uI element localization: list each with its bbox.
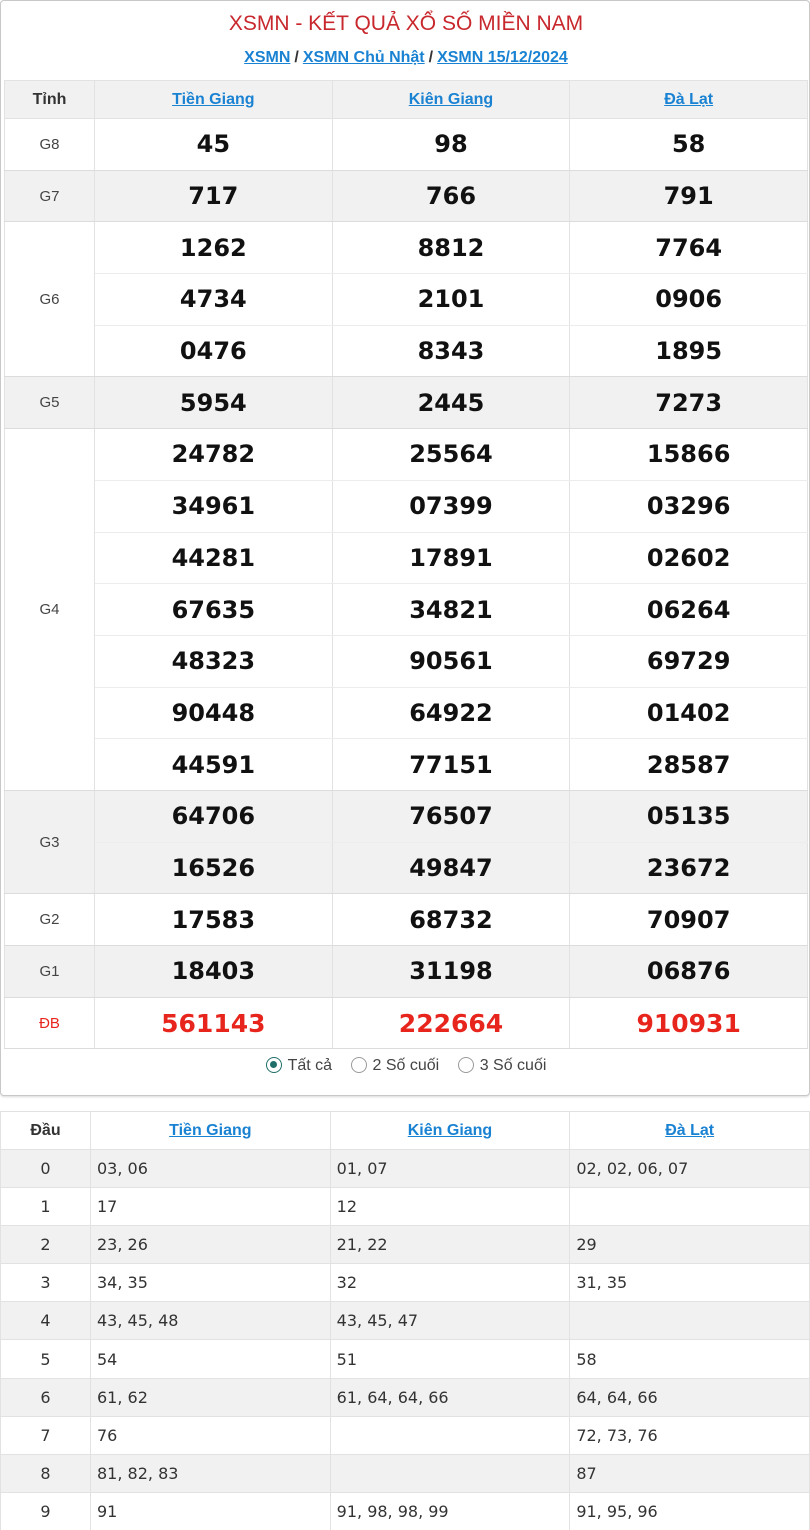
prize-label-g3: G3: [5, 790, 95, 893]
prize-number: 16526: [95, 842, 333, 894]
prize-label-g2: G2: [5, 894, 95, 946]
tail-values: 03, 06: [91, 1150, 331, 1188]
head-digit-header-label: Đầu: [1, 1112, 91, 1150]
head-digit: 7: [1, 1416, 91, 1454]
head-digit: 5: [1, 1340, 91, 1378]
prize-number: 34821: [332, 584, 570, 636]
province-link-kien-giang[interactable]: Kiên Giang: [407, 1121, 493, 1139]
head-digit-row: [1, 1340, 810, 1378]
tail-values: 61, 62: [91, 1378, 331, 1416]
results-header-row: [5, 81, 808, 119]
tail-values: 43, 45, 47: [330, 1302, 570, 1340]
prize-number: 5954: [95, 377, 333, 429]
results-table: [4, 80, 808, 1049]
province-link-da-lat[interactable]: Đà Lạt: [665, 1121, 715, 1139]
head-digit-row: [1, 1454, 810, 1492]
tail-values: 31, 35: [570, 1264, 810, 1302]
tail-values: 76: [91, 1416, 331, 1454]
prize-number: 48323: [95, 635, 333, 687]
prize-label-g4: G4: [5, 429, 95, 791]
head-digit-row: [1, 1416, 810, 1454]
prize-row-g3: [5, 842, 808, 894]
prize-number: 8812: [332, 222, 570, 274]
prize-row-g5: [5, 377, 808, 429]
tail-values: 58: [570, 1340, 810, 1378]
head-digit: 6: [1, 1378, 91, 1416]
prize-number: 67635: [95, 584, 333, 636]
head-digit-row: [1, 1150, 810, 1188]
prize-row-g4: [5, 687, 808, 739]
prize-number: 25564: [332, 429, 570, 481]
tail-values: 02, 02, 06, 07: [570, 1150, 810, 1188]
prize-number: 68732: [332, 894, 570, 946]
prize-row-g4: [5, 739, 808, 791]
tail-values: 43, 45, 48: [91, 1302, 331, 1340]
tail-values: [330, 1454, 570, 1492]
digit-filter-group: [1, 1057, 810, 1075]
breadcrumb-separator: /: [428, 49, 434, 66]
tail-values: 91, 95, 96: [570, 1492, 810, 1530]
prize-row-g2: [5, 894, 808, 946]
tail-values: 91: [91, 1492, 331, 1530]
tail-values: 34, 35: [91, 1264, 331, 1302]
head-digit-row: [1, 1302, 810, 1340]
prize-number: 01402: [570, 687, 808, 739]
tail-values: 29: [570, 1226, 810, 1264]
prize-number: 0906: [570, 274, 808, 326]
prize-number: 2101: [332, 274, 570, 326]
prize-label-g1: G1: [5, 946, 95, 998]
head-digit: 2: [1, 1226, 91, 1264]
prize-number: 18403: [95, 946, 333, 998]
prize-label-g5: G5: [5, 377, 95, 429]
prize-row-g3: [5, 790, 808, 842]
head-digit-row: [1, 1188, 810, 1226]
province-link-tien-giang[interactable]: Tiền Giang: [169, 1121, 252, 1139]
head-digit-header-row: [1, 1112, 810, 1150]
province-header-label: Tỉnh: [5, 81, 95, 119]
prize-number: 17891: [332, 532, 570, 584]
prize-number: 90561: [332, 635, 570, 687]
head-digit-row: [1, 1492, 810, 1530]
breadcrumb-link-xsmn-chu-nhat[interactable]: XSMN Chủ Nhật: [302, 49, 425, 66]
prize-number: 70907: [570, 894, 808, 946]
special-prize-number: 222664: [332, 997, 570, 1049]
radio-selected-icon[interactable]: [266, 1057, 282, 1073]
special-prize-number: 561143: [95, 997, 333, 1049]
tail-values: 51: [330, 1340, 570, 1378]
prize-row-g4: [5, 635, 808, 687]
prize-number: 8343: [332, 325, 570, 377]
head-digit: 0: [1, 1150, 91, 1188]
prize-row-g4: [5, 480, 808, 532]
head-digit-header-tien-giang: [91, 1112, 331, 1150]
head-digit-row: [1, 1226, 810, 1264]
tail-values: 61, 64, 64, 66: [330, 1378, 570, 1416]
prize-number: 28587: [570, 739, 808, 791]
head-digit-header-kien-giang: [330, 1112, 570, 1150]
prize-number: 717: [95, 170, 333, 222]
tail-values: [570, 1188, 810, 1226]
filter-option-last-3[interactable]: [458, 1057, 547, 1075]
head-digit-header-da-lat: [570, 1112, 810, 1150]
filter-option-label: Tất cả: [287, 1057, 333, 1074]
tail-values: 17: [91, 1188, 331, 1226]
prize-label-g6: G6: [5, 222, 95, 377]
province-header-kien-giang: [332, 81, 570, 119]
breadcrumb: [1, 49, 810, 67]
prize-row-g4: [5, 532, 808, 584]
tail-values: 21, 22: [330, 1226, 570, 1264]
prize-number: 7273: [570, 377, 808, 429]
prize-row-g4: [5, 584, 808, 636]
prize-label-g7: G7: [5, 170, 95, 222]
prize-number: 31198: [332, 946, 570, 998]
page-title: XSMN - KẾT QUẢ XỔ SỐ MIỀN NAM: [228, 12, 584, 35]
prize-number: 64922: [332, 687, 570, 739]
tail-values: 32: [330, 1264, 570, 1302]
head-digit-row: [1, 1378, 810, 1416]
prize-number: 44591: [95, 739, 333, 791]
head-digit: 4: [1, 1302, 91, 1340]
prize-label-special: ĐB: [5, 997, 95, 1049]
radio-icon[interactable]: [458, 1057, 474, 1073]
prize-number: 44281: [95, 532, 333, 584]
head-digit: 9: [1, 1492, 91, 1530]
prize-number: 06876: [570, 946, 808, 998]
prize-row-g6: [5, 222, 808, 274]
tail-values: [570, 1302, 810, 1340]
breadcrumb-link-xsmn[interactable]: XSMN: [244, 49, 291, 66]
tail-values: 72, 73, 76: [570, 1416, 810, 1454]
prize-number: 77151: [332, 739, 570, 791]
prize-number: 98: [332, 119, 570, 171]
tail-values: 87: [570, 1454, 810, 1492]
prize-number: 34961: [95, 480, 333, 532]
prize-row-special: [5, 997, 808, 1049]
tail-values: [330, 1416, 570, 1454]
prize-number: 07399: [332, 480, 570, 532]
prize-number: 2445: [332, 377, 570, 429]
prize-number: 23672: [570, 842, 808, 894]
prize-number: 03296: [570, 480, 808, 532]
province-link-kien-giang[interactable]: Kiên Giang: [408, 90, 494, 108]
tail-values: 23, 26: [91, 1226, 331, 1264]
prize-number: 4734: [95, 274, 333, 326]
tail-values: 01, 07: [330, 1150, 570, 1188]
prize-number: 15866: [570, 429, 808, 481]
breadcrumb-link-xsmn-date[interactable]: XSMN 15/12/2024: [437, 49, 568, 66]
province-link-da-lat[interactable]: Đà Lạt: [664, 90, 714, 108]
filter-option-all[interactable]: [266, 1057, 332, 1075]
prize-row-g4: [5, 429, 808, 481]
filter-option-label: 3 Số cuối: [479, 1057, 547, 1074]
prize-number: 791: [570, 170, 808, 222]
prize-number: 17583: [95, 894, 333, 946]
tail-values: 54: [91, 1340, 331, 1378]
special-prize-number: 910931: [570, 997, 808, 1049]
tail-values: 91, 98, 98, 99: [330, 1492, 570, 1530]
prize-number: 49847: [332, 842, 570, 894]
filter-option-last-2[interactable]: [351, 1057, 440, 1075]
prize-row-g1: [5, 946, 808, 998]
tail-values: 12: [330, 1188, 570, 1226]
prize-number: 58: [570, 119, 808, 171]
prize-number: 76507: [332, 790, 570, 842]
prize-row-g6: [5, 325, 808, 377]
prize-number: 02602: [570, 532, 808, 584]
prize-number: 64706: [95, 790, 333, 842]
prize-row-g7: [5, 170, 808, 222]
head-digit: 3: [1, 1264, 91, 1302]
head-digit-row: [1, 1264, 810, 1302]
province-header-da-lat: [570, 81, 808, 119]
tail-values: 81, 82, 83: [91, 1454, 331, 1492]
prize-row-g8: [5, 119, 808, 171]
prize-number: 24782: [95, 429, 333, 481]
prize-number: 1895: [570, 325, 808, 377]
prize-number: 45: [95, 119, 333, 171]
prize-number: 05135: [570, 790, 808, 842]
prize-label-g8: G8: [5, 119, 95, 171]
prize-number: 90448: [95, 687, 333, 739]
breadcrumb-separator: /: [294, 49, 299, 66]
head-digit-table: [0, 1111, 810, 1530]
radio-icon[interactable]: [351, 1057, 367, 1073]
filter-option-label: 2 Số cuối: [372, 1057, 440, 1074]
prize-number: 06264: [570, 584, 808, 636]
prize-number: 69729: [570, 635, 808, 687]
province-header-tien-giang: [95, 81, 333, 119]
tail-values: 64, 64, 66: [570, 1378, 810, 1416]
prize-number: 0476: [95, 325, 333, 377]
head-digit: 1: [1, 1188, 91, 1226]
prize-number: 766: [332, 170, 570, 222]
prize-row-g6: [5, 274, 808, 326]
head-digit: 8: [1, 1454, 91, 1492]
prize-number: 7764: [570, 222, 808, 274]
prize-number: 1262: [95, 222, 333, 274]
province-link-tien-giang[interactable]: Tiền Giang: [172, 90, 255, 108]
